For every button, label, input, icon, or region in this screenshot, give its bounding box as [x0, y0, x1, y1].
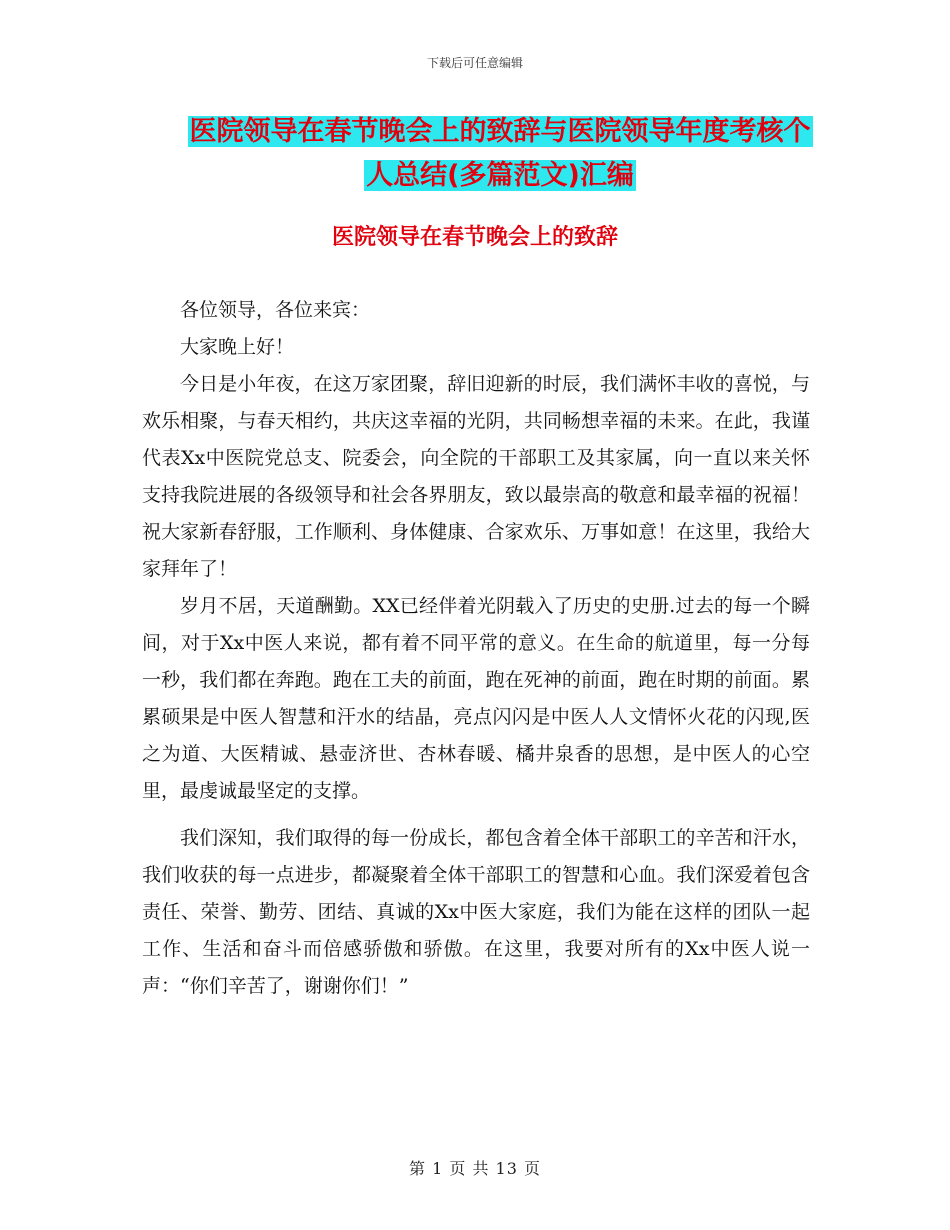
document-title-line-2: 人总结(多篇范文)汇编: [366, 160, 634, 191]
document-body: [142, 292, 810, 1005]
body-paragraph: 我们深知，我们取得的每一份成长，都包含着全体干部职工的辛苦和汗水，我们收获的每一点进步，都凝聚着全体干部职工的智慧和心血。我们深爱着包含责任、荣誉、勤劳、团结、真诚的Xx中医大家庭，我们为能在这样的团队一起工作、生活和奋斗而倍感骄傲和骄傲。在这里，我要对所有的Xx中医人说一声：“你们辛苦了，谢谢你们！”: [142, 827, 810, 997]
document-title-line-1: 医院领导在春节晚会上的致辞与医院领导年度考核个: [189, 116, 811, 147]
document-title: [140, 110, 860, 198]
salutation: 各位领导，各位来宾：: [180, 299, 371, 321]
page-number: 第 1 页 共 13 页: [409, 1159, 541, 1178]
section-title: 医院领导在春节晚会上的致辞: [331, 225, 618, 250]
body-paragraph: 岁月不居，天道酬勤。XX已经伴着光阴载入了历史的史册.过去的每一个瞬间，对于Xx中医人来说，都有着不同平常的意义。在生命的航道里，每一分每一秒，我们都在奔跑。跑在工夫的前面，跑在死神的前面，跑在时期的前面。累累硕果是中医人智慧和汗水的结晶，亮点闪闪是中医人人文情怀火花的闪现,医之为道、大医精诚、悬壶济世、杏林春暖、橘井泉香的思想，是中医人的心空里，最虔诚最坚定的支撑。: [142, 595, 810, 802]
header-note: 下载后可任意编辑: [426, 56, 523, 70]
greeting: 大家晚上好！: [180, 336, 295, 358]
body-paragraph: 今日是小年夜，在这万家团聚，辞旧迎新的时辰，我们满怀丰收的喜悦，与欢乐相聚，与春天相约，共庆这幸福的光阴，共同畅想幸福的未来。在此，我谨代表Xx中医院党总支、院委会，向全院的干部职工及其家属，向一直以来关怀支持我院进展的各级领导和社会各界朋友，致以最崇高的敬意和最幸福的祝福！祝大家新春舒服，工作顺利、身体健康、合家欢乐、万事如意！在这里，我给大家拜年了！: [142, 373, 810, 580]
